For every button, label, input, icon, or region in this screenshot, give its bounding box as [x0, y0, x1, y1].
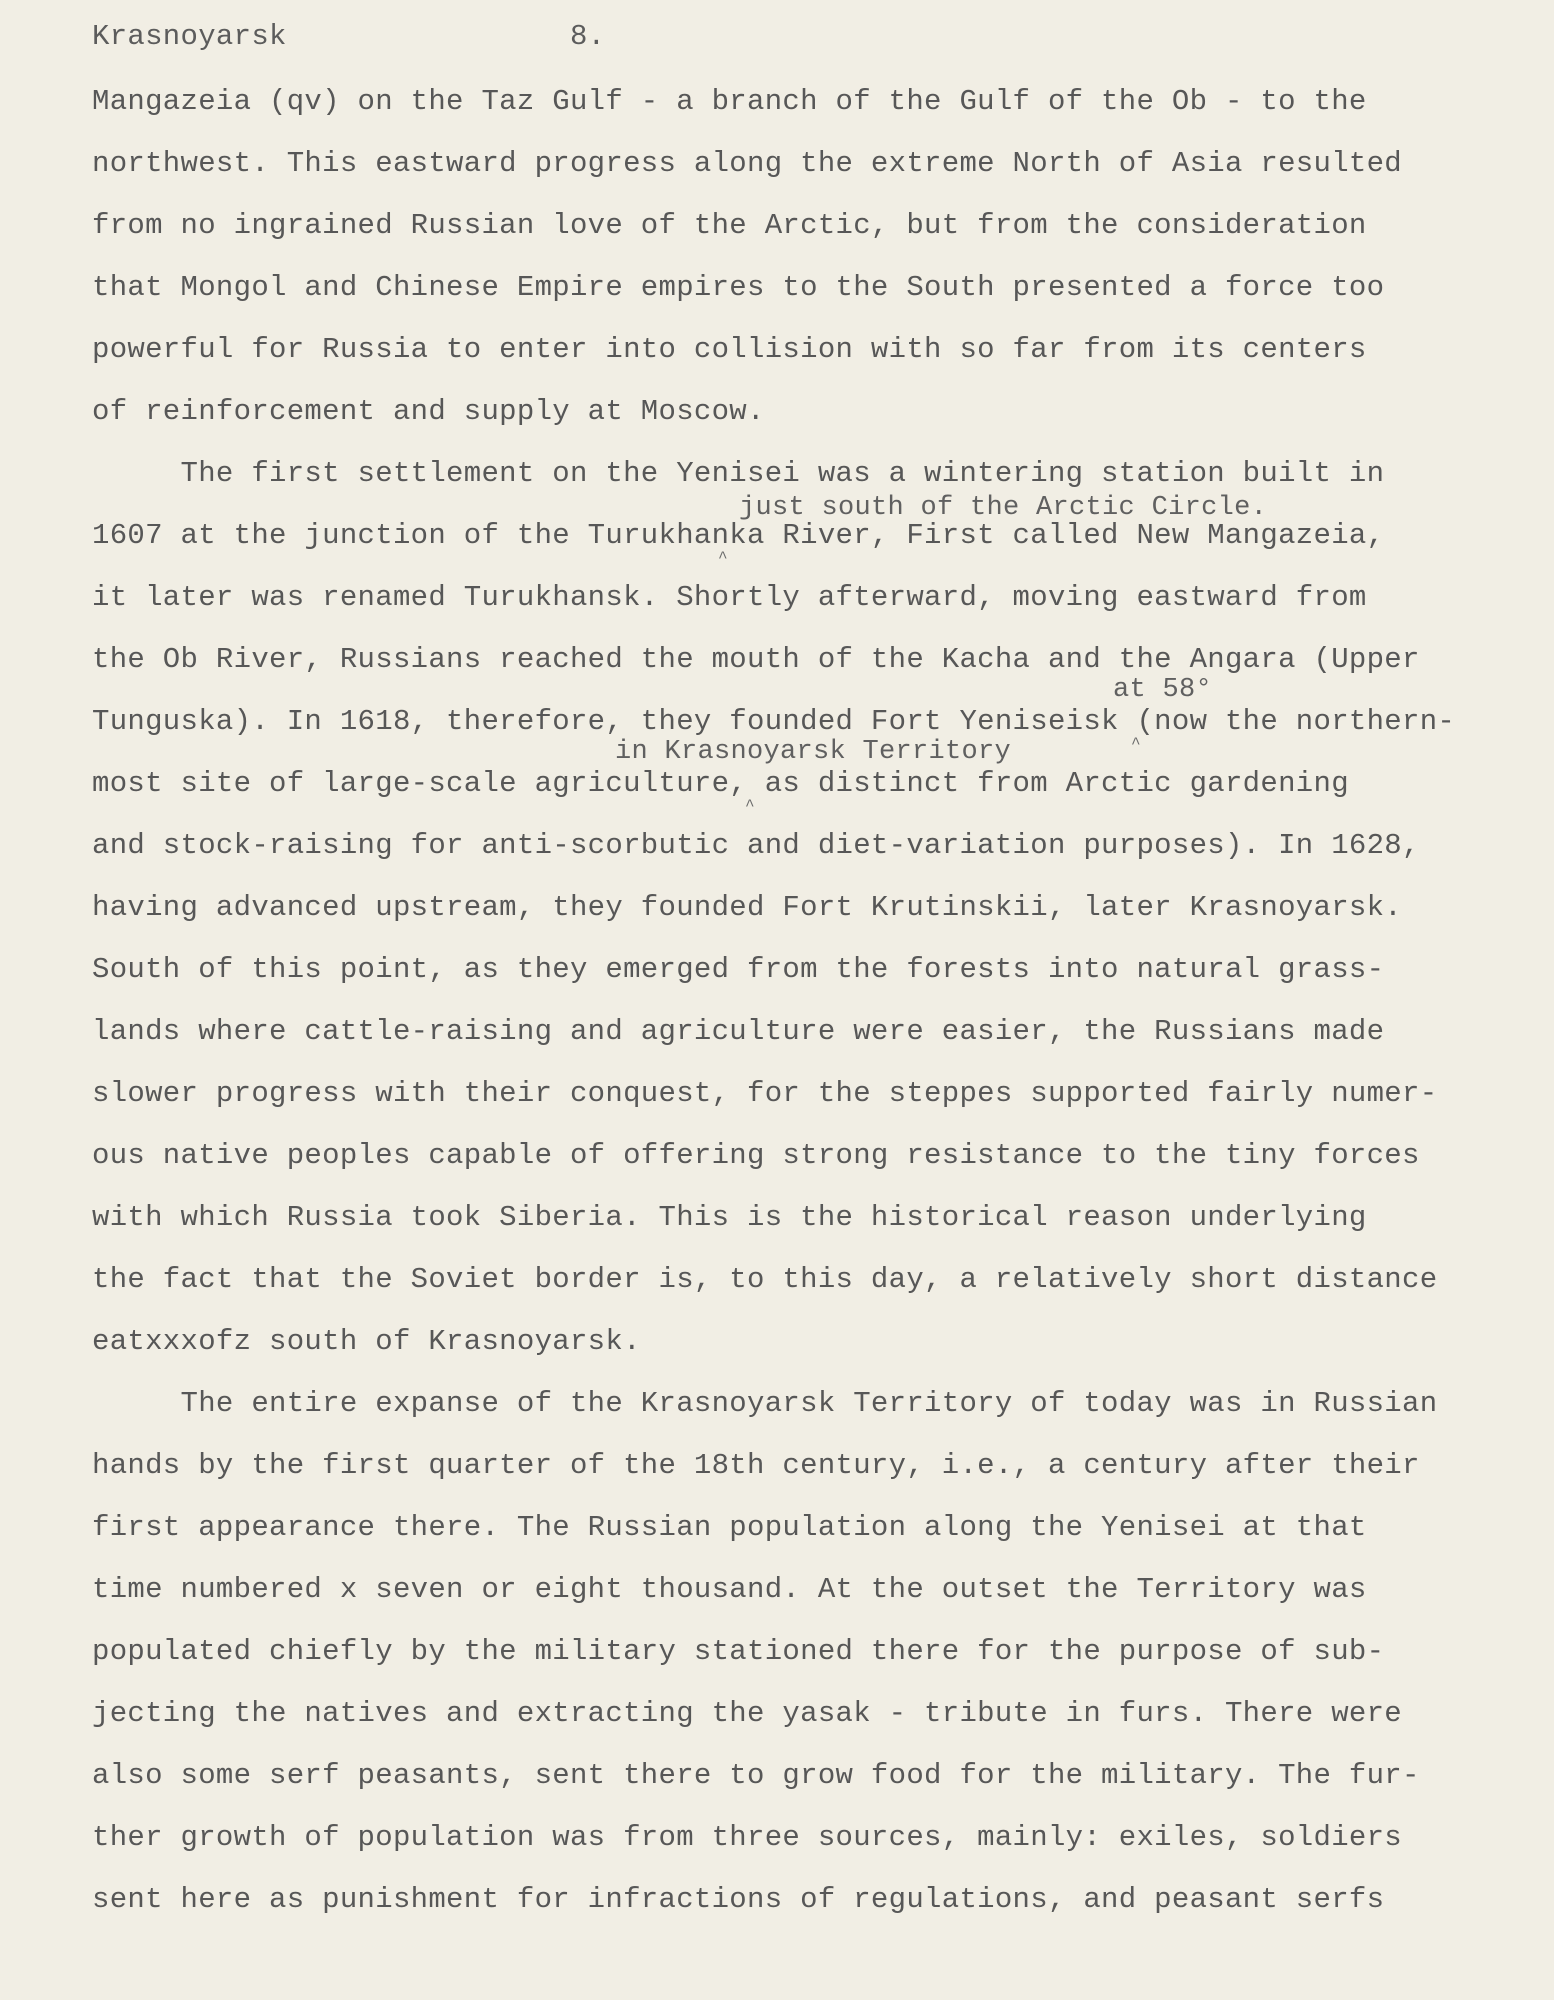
text-line: hands by the first quarter of the 18th century, i.e., a century after their	[92, 1449, 1420, 1482]
insertion-caret: ^	[718, 549, 728, 567]
text-line: The entire expanse of the Krasnoyarsk Territory of today was in Russian	[92, 1387, 1438, 1420]
text-line: lands where cattle-raising and agriculture were easier, the Russians made	[92, 1015, 1385, 1048]
running-title: Krasnoyarsk	[92, 20, 287, 53]
text-line: and stock-raising for anti-scorbutic and diet-variation purposes). In 1628,	[92, 829, 1420, 862]
text-line: northwest. This eastward progress along the extreme North of Asia resulted	[92, 147, 1403, 180]
text-line: of reinforcement and supply at Moscow.	[92, 395, 765, 428]
page-header	[92, 20, 605, 54]
text-line: Mangazeia (qv) on the Taz Gulf - a branch of the Gulf of the Ob - to the	[92, 85, 1367, 118]
text-line: Tunguska). In 1618, therefore, they founded Fort Yeniseisk (now the northern-	[92, 705, 1456, 738]
text-line: The first settlement on the Yenisei was a wintering station built in	[92, 457, 1385, 490]
text-line: sent here as punishment for infractions of regulations, and peasant serfs	[92, 1883, 1385, 1916]
text-line: having advanced upstream, they founded Fort Krutinskii, later Krasnoyarsk.	[92, 891, 1403, 924]
page-number: 8.	[569, 20, 606, 53]
text-line: populated chiefly by the military stationed there for the purpose of sub-	[92, 1635, 1385, 1668]
text-line: the fact that the Soviet border is, to this day, a relatively short distance	[92, 1263, 1438, 1296]
text-line: jecting the natives and extracting the yasak - tribute in furs. There were	[92, 1697, 1403, 1730]
text-line: with which Russia took Siberia. This is the historical reason underlying	[92, 1201, 1367, 1234]
text-line: that Mongol and Chinese Empire empires to the South presented a force too	[92, 271, 1385, 304]
text-line: time numbered x seven or eight thousand. At the outset the Territory was	[92, 1573, 1367, 1606]
text-line: also some serf peasants, sent there to grow food for the military. The fur-	[92, 1759, 1420, 1792]
text-line: it later was renamed Turukhansk. Shortly afterward, moving eastward from	[92, 581, 1367, 614]
text-line: the Ob River, Russians reached the mouth of the Kacha and the Angara (Upper	[92, 643, 1420, 676]
interlinear-insertion: just south of the Arctic Circle.	[739, 493, 1268, 523]
text-line: first appearance there. The Russian population along the Yenisei at that	[92, 1511, 1367, 1544]
interlinear-insertion: at 58°	[1113, 675, 1213, 705]
text-line: slower progress with their conquest, for the steppes supported fairly numer-	[92, 1077, 1438, 1110]
text-line: ther growth of population was from three sources, mainly: exiles, soldiers	[92, 1821, 1403, 1854]
insertion-caret: ^	[745, 797, 755, 815]
text-line: from no ingrained Russian love of the Arctic, but from the consideration	[92, 209, 1367, 242]
text-line: most site of large-scale agriculture, as distinct from Arctic gardening	[92, 767, 1349, 800]
interlinear-insertion: in Krasnoyarsk Territory	[615, 737, 1012, 767]
text-line: eatxxxofz south of Krasnoyarsk.	[92, 1325, 641, 1358]
text-line: powerful for Russia to enter into collision with so far from its centers	[92, 333, 1367, 366]
text-line: South of this point, as they emerged from the forests into natural grass-	[92, 953, 1385, 986]
text-line: ous native peoples capable of offering strong resistance to the tiny forces	[92, 1139, 1420, 1172]
text-line: 1607 at the junction of the Turukhanka River, First called New Mangazeia,	[92, 519, 1385, 552]
insertion-caret: ^	[1131, 735, 1141, 753]
